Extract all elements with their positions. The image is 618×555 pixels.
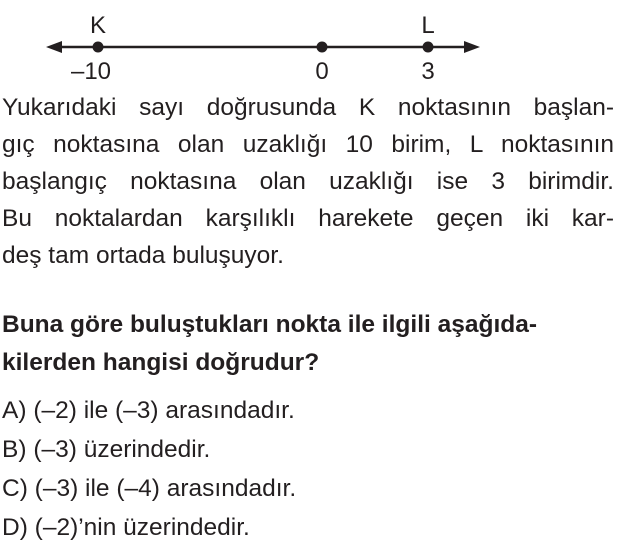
option-text: (–3) ile (–4) arasındadır. [34, 475, 297, 502]
option-letter: B) [2, 436, 27, 463]
number-line [0, 0, 618, 90]
problem-line: deş tam ortada buluşuyor. [2, 242, 284, 269]
point-zero-value: 0 [315, 58, 329, 85]
problem-text [2, 89, 614, 274]
option-text: (–2) ile (–3) arasındadır. [33, 397, 295, 424]
left-arrow-head [46, 41, 62, 53]
option-text: (–3) üzerindedir. [33, 436, 211, 463]
option-b[interactable] [2, 432, 614, 471]
question-line: kilerden hangisi doğrudur? [2, 349, 320, 376]
problem-line: Yukarıdaki sayı doğrusunda K noktasının başlan- [2, 94, 614, 121]
option-d[interactable] [2, 510, 614, 549]
option-text: (–2)’nin üzerindedir. [34, 514, 250, 541]
point-zero-dot [317, 42, 328, 53]
question-line: Buna göre buluştukları nokta ile ilgili aşağıda- [2, 311, 538, 338]
point-k-value: –10 [70, 58, 112, 85]
point-l-value: 3 [421, 58, 435, 85]
option-a[interactable] [2, 393, 614, 432]
problem-line: Bu noktalardan karşılıklı harekete geçen iki kar- [2, 205, 614, 232]
point-l-name: L [421, 12, 435, 39]
option-letter: A) [2, 397, 27, 424]
point-k-dot [93, 42, 104, 53]
point-l-dot [423, 42, 434, 53]
problem-line: başlangıç noktasına olan uzaklığı ise 3 birimdir. [2, 168, 614, 195]
right-arrow-head [464, 41, 480, 53]
problem-line: gıç noktasına olan uzaklığı 10 birim, L noktasının [2, 131, 614, 158]
option-c[interactable] [2, 471, 614, 510]
question-text [2, 306, 614, 382]
answer-options [2, 393, 614, 549]
point-k-name: K [89, 12, 107, 39]
option-letter: D) [2, 514, 28, 541]
option-letter: C) [2, 475, 28, 502]
